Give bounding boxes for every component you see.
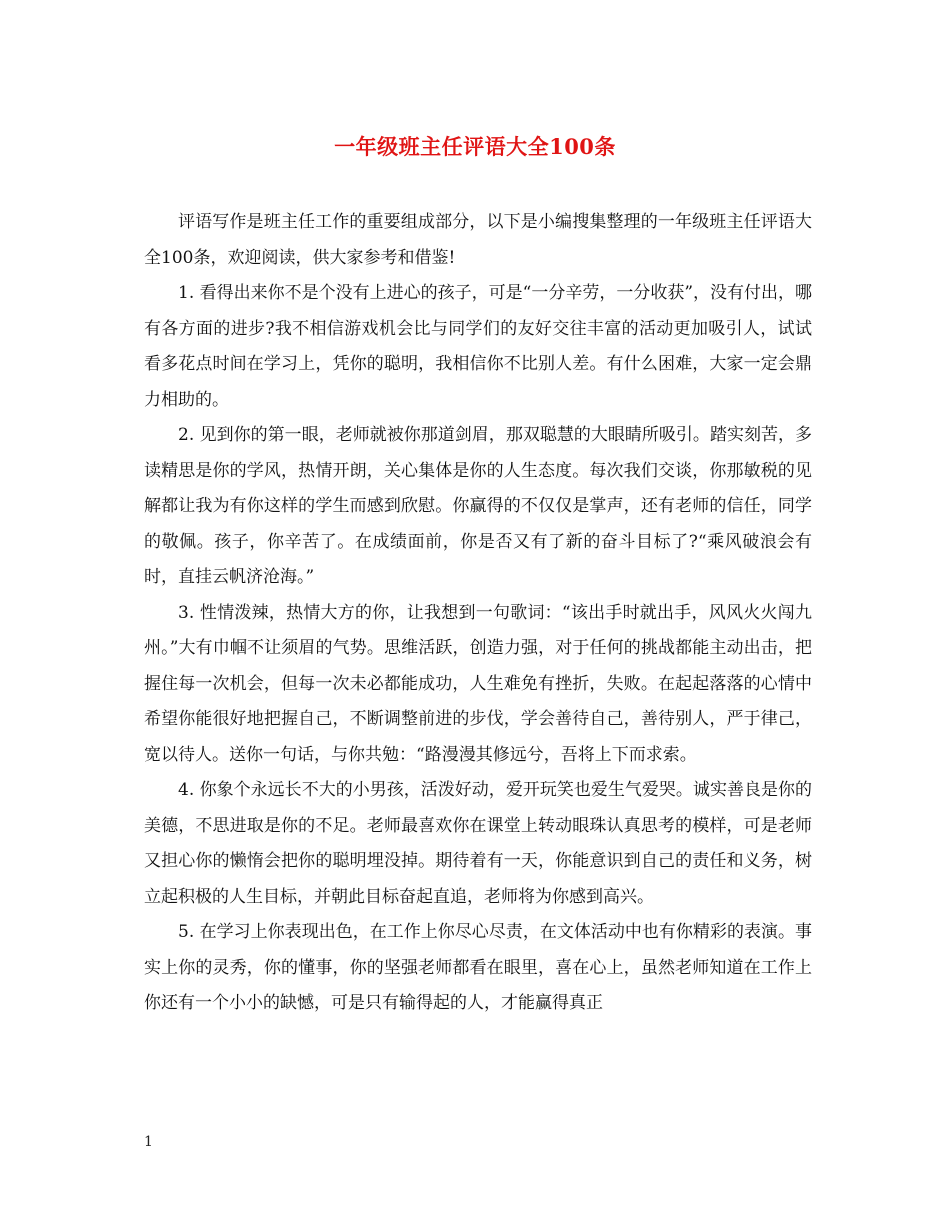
document-body: [144, 205, 812, 1022]
comment-paragraph-4: 4. 你象个永远长不大的小男孩，活泼好动，爱开玩笑也爱生气爱哭。诚实善良是你的美德，不思进取是你的不足。老师最喜欢你在课堂上转动眼珠认真思考的模样，可是老师又担心你的懒惰会把你的聪明埋没掉。期待着有一天，你能意识到自己的责任和义务，树立起积极的人生目标，并朝此目标奋起直追，老师将为你感到高兴。: [144, 780, 812, 907]
comment-paragraph-2: 2. 见到你的第一眼，老师就被你那道剑眉，那双聪慧的大眼睛所吸引。踏实刻苦，多读精思是你的学风，热情开朗，关心集体是你的人生态度。每次我们交谈，你那敏税的见解都让我为有你这样的学生而感到欣慰。你赢得的不仅仅是掌声，还有老师的信任，同学的敬佩。孩子，你辛苦了。在成绩面前，你是否又有了新的奋斗目标了?“乘风破浪会有时，直挂云帆济沧海。”: [144, 425, 812, 587]
comment-paragraph-1: 1. 看得出来你不是个没有上进心的孩子，可是“一分辛劳，一分收获”，没有付出，哪有各方面的进步?我不相信游戏机会比与同学们的友好交往丰富的活动更加吸引人，试试看多花点时间在学习上，凭你的聪明，我相信你不比别人差。有什么困难，大家一定会鼎力相助的。: [144, 283, 813, 410]
page-number: 1: [144, 1134, 153, 1150]
comment-paragraph-5: 5. 在学习上你表现出色，在工作上你尽心尽责，在文体活动中也有你精彩的表演。事实上你的灵秀，你的懂事，你的坚强老师都看在眼里，喜在心上，虽然老师知道在工作上你还有一个小小的缺憾，可是只有输得起的人，才能赢得真正: [144, 922, 812, 1013]
comment-paragraph-3: 3. 性情泼辣，热情大方的你，让我想到一句歌词：“该出手时就出手，风风火火闯九州。”大有巾帼不让须眉的气势。思维活跃，创造力强，对于任何的挑战都能主动出击，把握住每一次机会，但每一次未必都能成功，人生难免有挫折，失败。在起起落落的心情中希望你能很好地把握自己，不断调整前进的步伐，学会善待自己，善待别人，严于律己，宽以待人。送你一句话，与你共勉：“路漫漫其修远兮，吾将上下而求索。: [144, 602, 812, 765]
intro-paragraph: 评语写作是班主任工作的重要组成部分，以下是小编搜集整理的一年级班主任评语大全100条，欢迎阅读，供大家参考和借鉴!: [144, 212, 812, 268]
document-title: 一年级班主任评语大全100条: [334, 134, 616, 159]
